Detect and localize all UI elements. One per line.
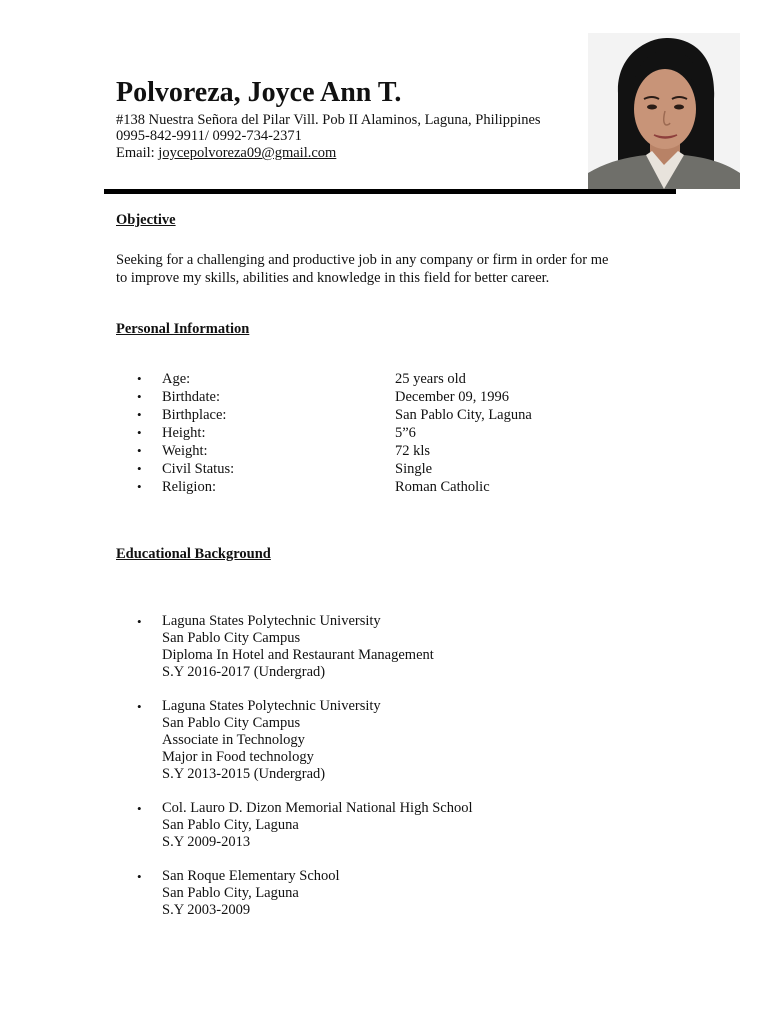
school-year: S.Y 2016-2017 (Undergrad) (162, 664, 326, 680)
email-line (116, 144, 336, 162)
info-label: Weight: (162, 443, 208, 459)
school-year: S.Y 2009-2013 (162, 834, 251, 850)
school-name: San Roque Elementary School (162, 868, 340, 884)
objective-heading: Objective (116, 212, 176, 228)
bullet: • (137, 801, 142, 816)
info-label: Height: (162, 425, 206, 441)
bullet: • (137, 443, 142, 458)
info-label: Birthplace: (162, 407, 227, 423)
school-year: S.Y 2003-2009 (162, 902, 251, 918)
info-value: 72 kls (395, 443, 431, 459)
info-value: December 09, 1996 (395, 389, 509, 405)
bullet: • (137, 869, 142, 884)
email-link[interactable]: joycepolvoreza09@gmail.com (158, 145, 337, 161)
school-major: Major in Food technology (162, 749, 314, 765)
info-value: Single (395, 461, 433, 477)
header-divider (104, 189, 676, 194)
info-label: Civil Status: (162, 461, 235, 477)
email-label: Email: (116, 145, 155, 161)
phone-line: 0995-842-9911/ 0992-734-2371 (116, 128, 302, 144)
profile-photo-illustration (588, 33, 740, 189)
school-name: Laguna States Polytechnic University (162, 698, 381, 714)
info-label: Birthdate: (162, 389, 220, 405)
school-program: Diploma In Hotel and Restaurant Management (162, 647, 434, 663)
address-line: #138 Nuestra Señora del Pilar Vill. Pob II Alaminos, Laguna, Philippines (116, 112, 541, 128)
bullet: • (137, 407, 142, 422)
resume-name: Polvoreza, Joyce Ann T. (116, 77, 402, 108)
school-campus: San Pablo City Campus (162, 715, 301, 731)
info-value: San Pablo City, Laguna (395, 407, 532, 423)
bullet: • (137, 479, 142, 494)
info-label: Religion: (162, 479, 216, 495)
info-value: 25 years old (395, 371, 466, 387)
info-value: Roman Catholic (395, 479, 490, 495)
bullet: • (137, 425, 142, 440)
objective-line-1: Seeking for a challenging and productive job in any company or firm in order for me (116, 252, 609, 268)
school-program: Associate in Technology (162, 732, 305, 748)
bullet: • (137, 614, 142, 629)
education-heading: Educational Background (116, 546, 271, 562)
school-name: Laguna States Polytechnic University (162, 613, 381, 629)
bullet: • (137, 389, 142, 404)
profile-photo (588, 33, 740, 189)
personal-info-heading: Personal Information (116, 321, 250, 337)
bullet: • (137, 371, 142, 386)
objective-line-2: to improve my skills, abilities and knowledge in this field for better career. (116, 269, 550, 286)
bullet: • (137, 699, 142, 714)
info-label: Age: (162, 371, 191, 387)
school-name: Col. Lauro D. Dizon Memorial National High School (162, 800, 473, 816)
bullet: • (137, 461, 142, 476)
objective-text (116, 252, 656, 287)
school-location: San Pablo City, Laguna (162, 885, 299, 901)
school-location: San Pablo City, Laguna (162, 817, 299, 833)
info-value: 5”6 (395, 425, 416, 441)
school-campus: San Pablo City Campus (162, 630, 301, 646)
school-year: S.Y 2013-2015 (Undergrad) (162, 766, 326, 782)
